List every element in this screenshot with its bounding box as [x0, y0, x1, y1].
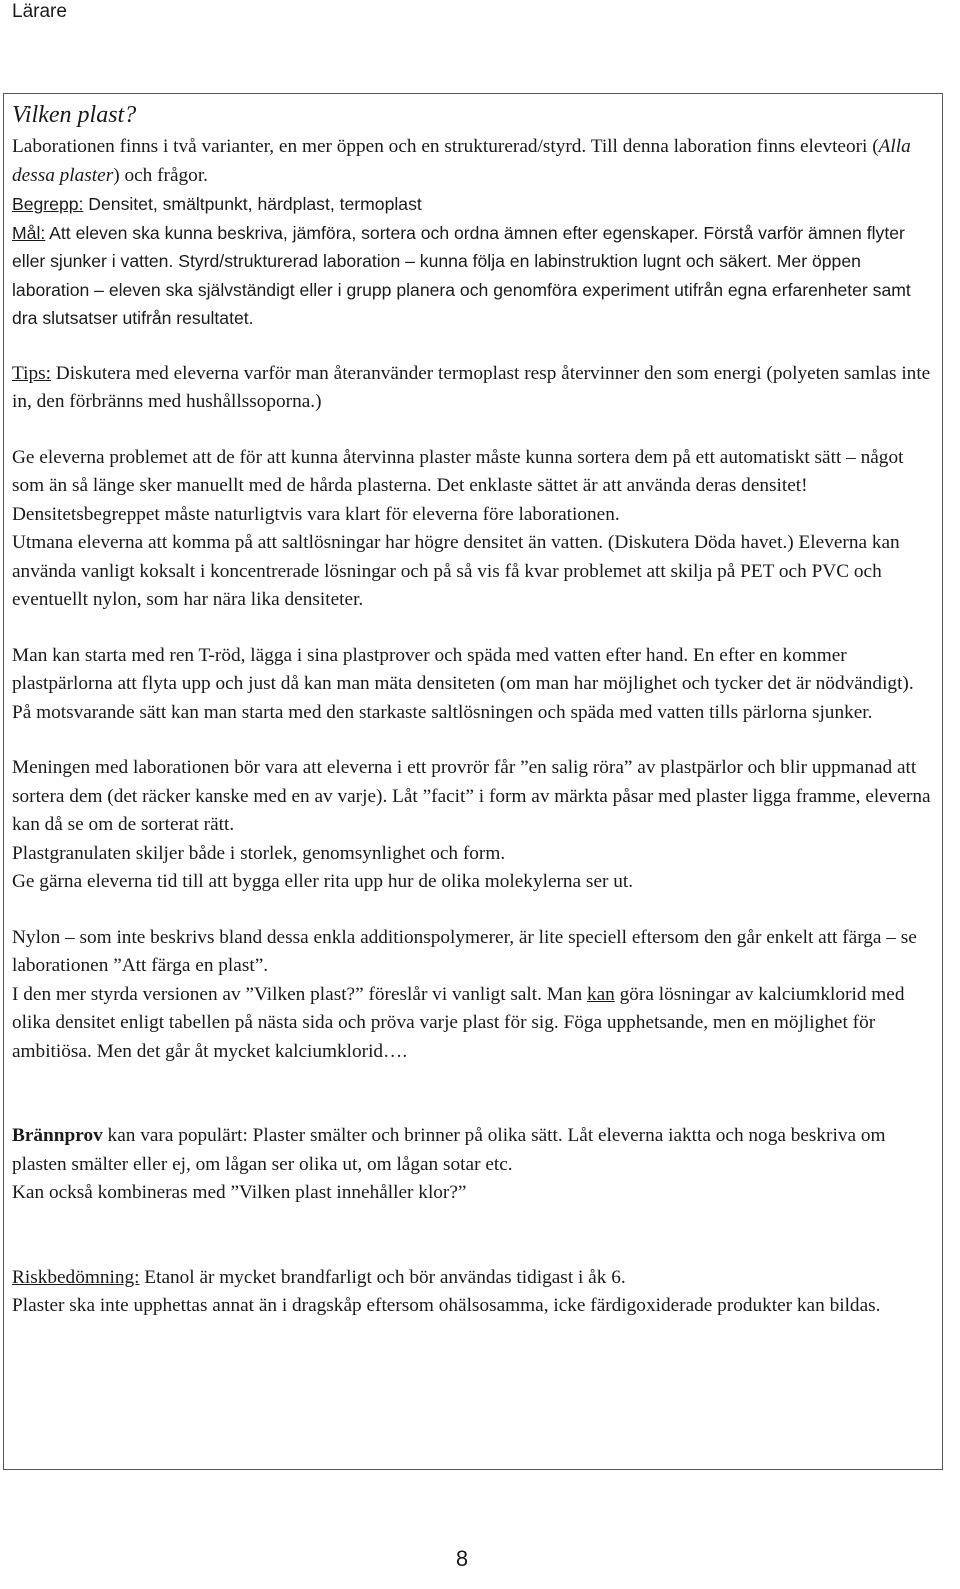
- intro-text-end: ) och frågor.: [113, 164, 208, 186]
- utmana-paragraph: Utmana eleverna att komma på att saltlösningar har högre densitet än vatten. (Diskutera Döda havet.) Eleverna kan använda vanligt koksalt i koncentrerade lösningar och på så vis få kvar problemet att skilja på PET och PVC och eventuellt nylon, som har nära lika densiteter.: [12, 532, 900, 610]
- start-paragraph-2: På motsvarande sätt kan man starta med den starkaste saltlösningen och späda med vatten tills pärlorna sjunker.: [12, 701, 873, 723]
- begrepp-line: [12, 190, 936, 219]
- brannprov-line-2: Kan också kombineras med ”Vilken plast innehåller klor?”: [12, 1182, 467, 1203]
- mal-paragraph: [12, 219, 936, 333]
- tips-text: Diskutera med eleverna varför man återanvänder termoplast resp återvinner den som energi (polyeten samlas inte in, den förbränns med hushållssoporna.): [12, 362, 931, 412]
- risk-text: Etanol är mycket brandfarligt och bör användas tidigast i åk 6.: [139, 1266, 626, 1288]
- risk-label: Riskbedömning:: [12, 1266, 140, 1288]
- nylon-paragraph: Nylon – som inte beskrivs bland dessa enkla additionspolymerer, är lite speciell eftersom den går enkelt att färga – se laborationen ”Att färga en plast”.: [12, 926, 917, 976]
- intro-text: Laborationen finns i två varianter, en mer öppen och en strukturerad/styrd. Till denna laboration finns elevteori (: [12, 136, 879, 157]
- tips-label: Tips:: [12, 362, 51, 384]
- oppen-text: Mer öppen laboration – eleven ska självständigt eller i grupp planera och genomföra experiment utifrån egna erfarenheter samt dra slutsatser utifrån resultatet.: [12, 251, 911, 328]
- mening-paragraph: Meningen med laborationen bör vara att eleverna i ett provrör får ”en salig röra” av plastpärlor och blir uppmanad att sortera dem (det räcker kanske med en av varje). Låt ”facit” i form av märkta påsar med plaster ligga framme, eleverna kan då se om de sorterat rätt.: [12, 757, 931, 835]
- styrd-text: Styrd/strukturerad laboration – kunna följa en labinstruktion lugnt och säkert.: [173, 251, 772, 271]
- main-content: [12, 97, 936, 1321]
- styrda-paragraph: [12, 981, 936, 1067]
- mening-paragraph-3: Ge gärna eleverna tid till att bygga eller rita upp hur de olika molekylerna ser ut.: [12, 871, 634, 892]
- start-paragraph: Man kan starta med ren T-röd, lägga i sina plastprover och späda med vatten efter hand. En efter en kommer plastpärlorna att flyta upp och just då kan man mäta densiteten (om man har möjlighet och tycker det är nödvändigt).: [12, 644, 914, 694]
- mening-paragraph-2: Plastgranulaten skiljer både i storlek, genomsynlighet och form.: [12, 842, 506, 864]
- page-number: 8: [455, 1546, 469, 1571]
- brannprov-paragraph: [12, 1122, 936, 1179]
- mal-label: Mål:: [12, 222, 46, 243]
- page-header: Lärare: [12, 1, 67, 22]
- intro-paragraph: [12, 133, 936, 190]
- brannprov-label: Brännprov: [12, 1125, 103, 1146]
- begrepp-label: Begrepp:: [12, 194, 84, 214]
- intro-italic: Alla dessa plaster: [12, 136, 911, 186]
- styrda-kan: kan: [586, 983, 615, 1005]
- mal-text: Att eleven ska kunna beskriva, jämföra, sortera och ordna ämnen efter egenskaper. Förstå varför ämnen flyter eller sjunker i vatten.: [12, 222, 905, 271]
- page-title: Vilken plast?: [12, 102, 137, 128]
- brannprov-text: kan vara populärt: Plaster smälter och brinner på olika sätt. Låt eleverna iaktta och noga beskriva om plasten smälter eller ej, om lågan ser olika ut, om lågan sotar etc.: [12, 1125, 886, 1175]
- problem-paragraph: Ge eleverna problemet att de för att kunna återvinna plaster måste kunna sortera dem på ett automatiskt sätt – något som än så länge sker manuellt med de hårda plasterna. Det enklaste sättet är att använda deras densitet! Densitetsbegreppet måste naturligtvis vara klart för eleverna före laborationen.: [12, 446, 904, 525]
- begrepp-text: Densitet, smältpunkt, härdplast, termoplast: [83, 194, 422, 214]
- risk-line-2: Plaster ska inte upphettas annat än i dragskåp eftersom ohälsosamma, icke färdigoxiderade produkter kan bildas.: [12, 1295, 881, 1316]
- styrda-text: I den mer styrda versionen av ”Vilken plast?” föreslår vi vanligt salt. Man: [12, 983, 587, 1005]
- risk-paragraph: [12, 1264, 936, 1293]
- tips-paragraph: [12, 360, 936, 417]
- styrda-text-end: göra lösningar av kalciumklorid med olika densitet enligt tabellen på nästa sida och pröva varje plast för sig. Föga upphetsande, men en möjlighet för ambitiösa. Men det går åt mycket kalciumklorid….: [12, 983, 905, 1062]
